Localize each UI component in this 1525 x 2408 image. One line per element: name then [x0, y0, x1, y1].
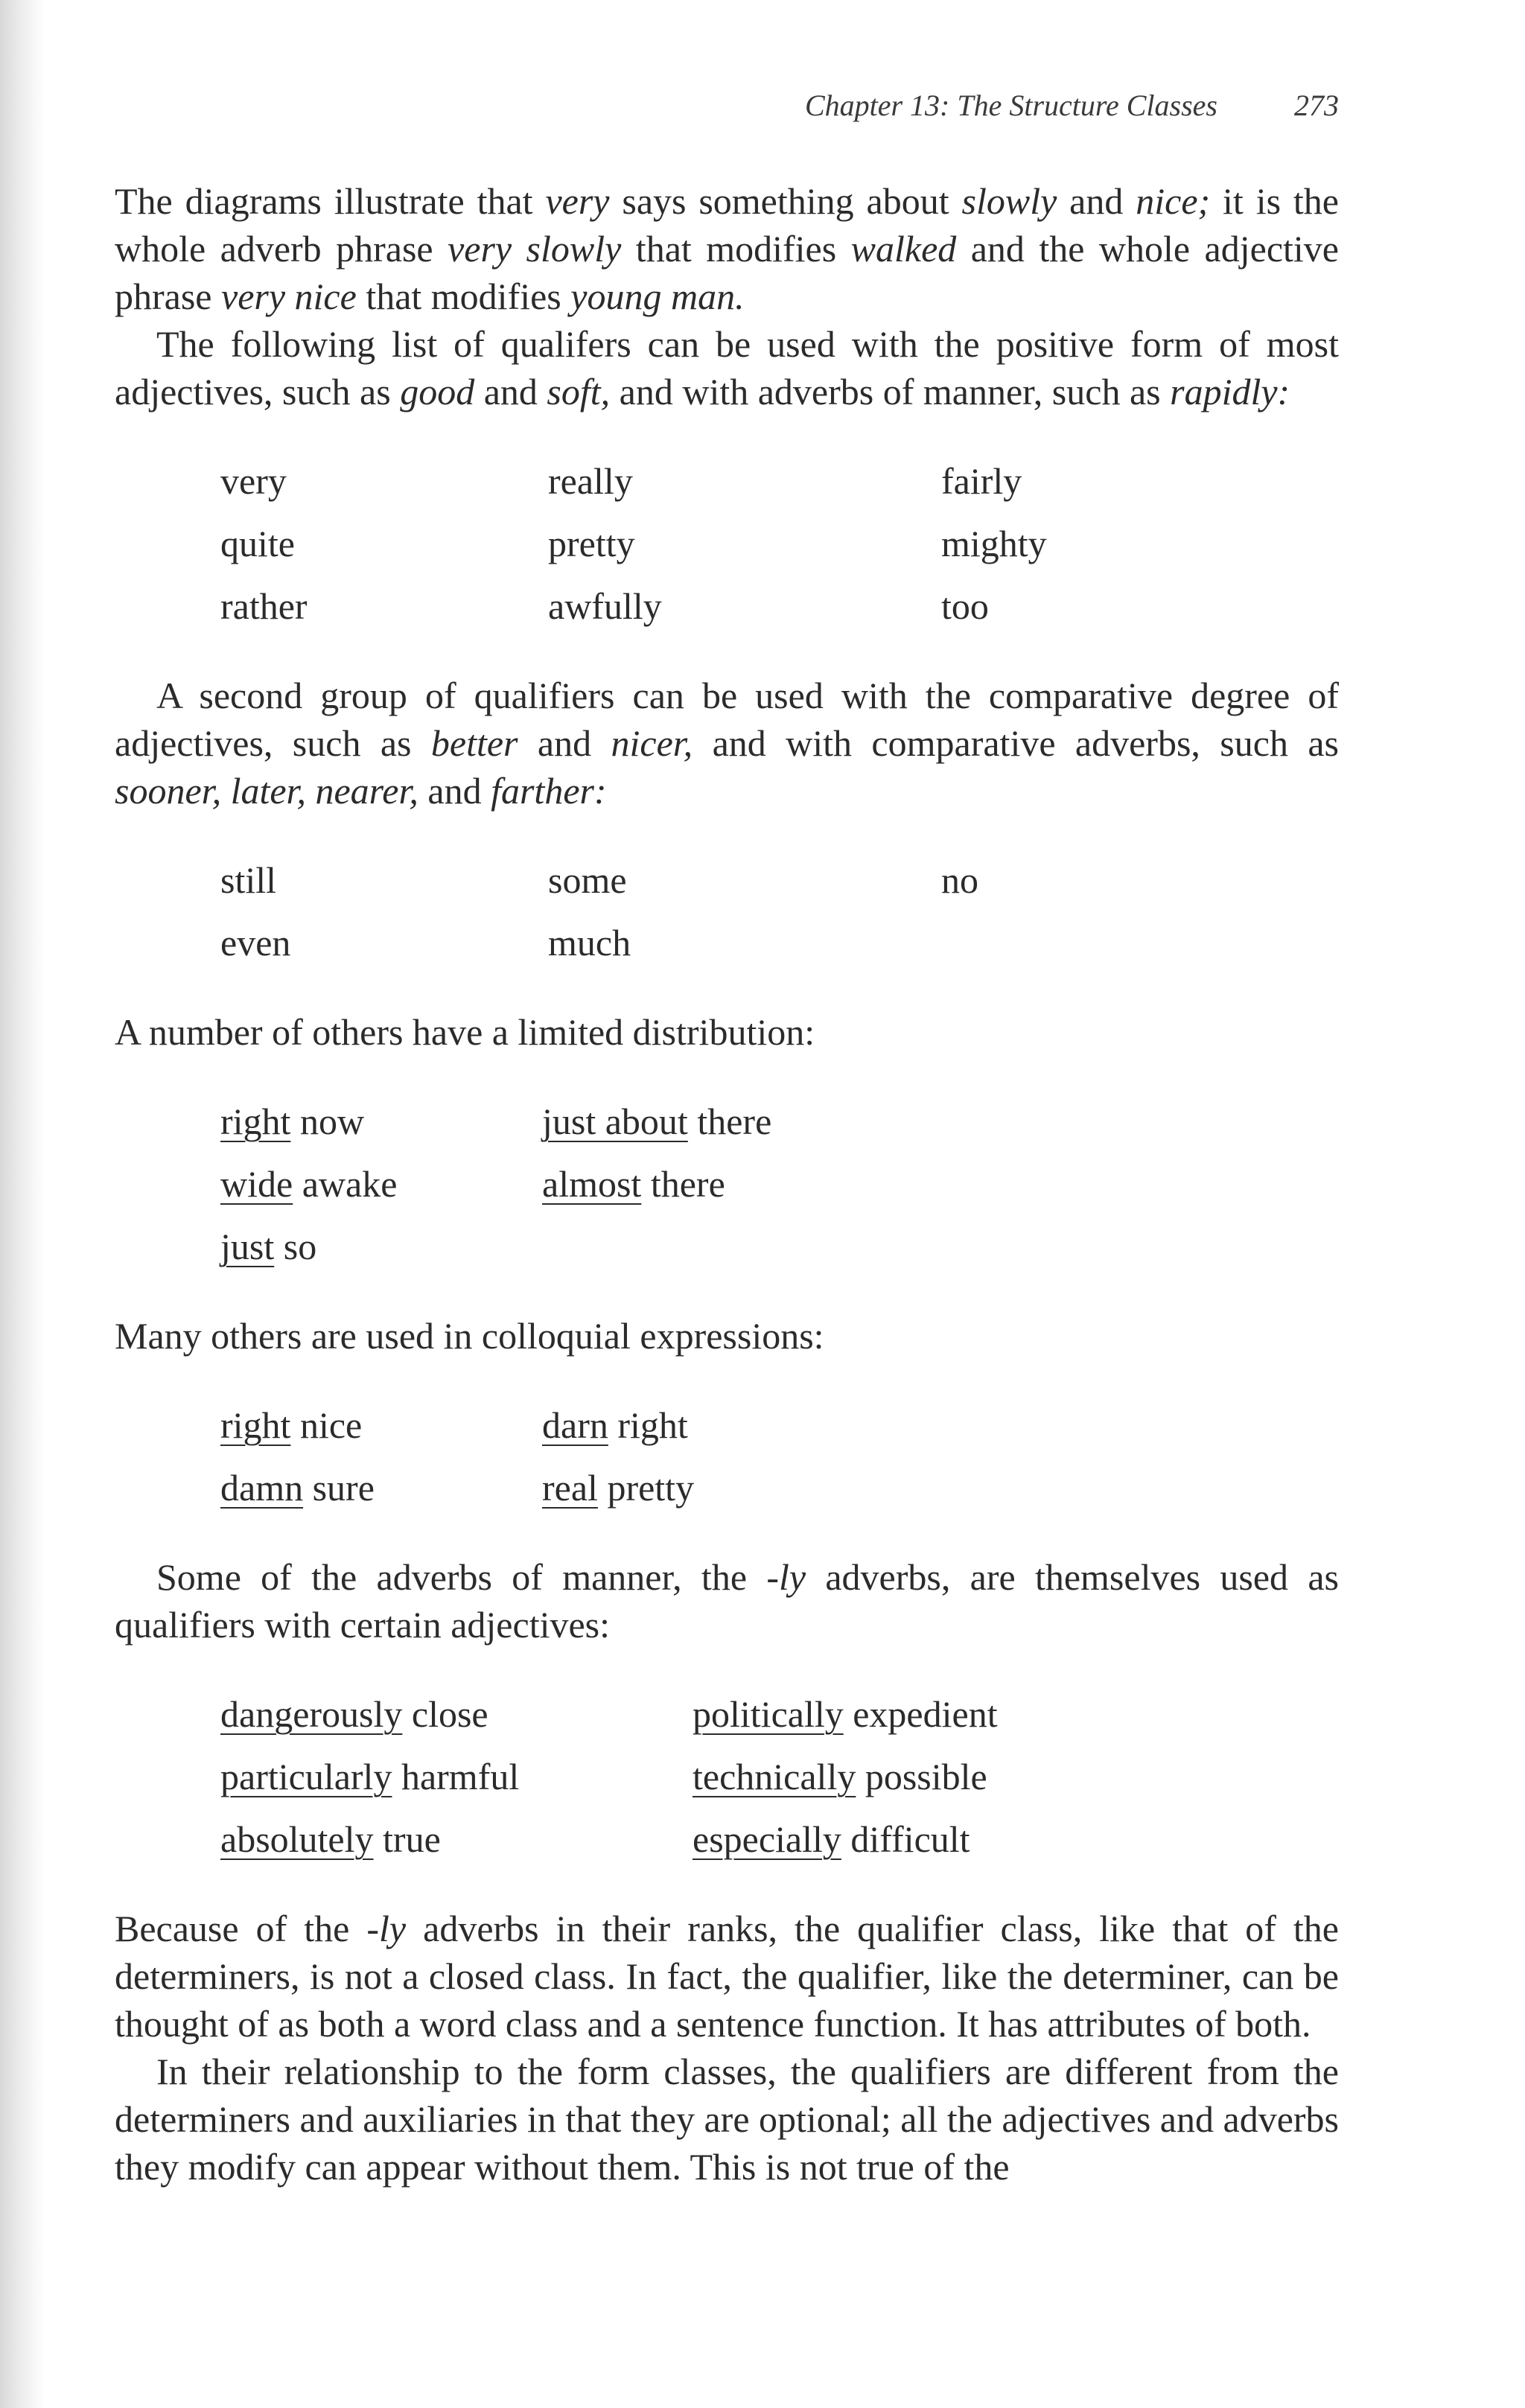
qualifier-list-ly-adverbs [220, 1683, 1339, 1870]
qualifier-list-positive [220, 450, 1339, 637]
list-item: darn right [542, 1404, 688, 1446]
chapter-title: Chapter 13: The Structure Classes [804, 89, 1217, 122]
list-item: rather [220, 585, 308, 627]
list-item: politically expedient [693, 1693, 998, 1735]
list-item: awfully [548, 585, 662, 627]
list-item: right nice [220, 1404, 363, 1446]
list-item: particularly harmful [220, 1756, 520, 1797]
list-item: technically possible [693, 1756, 987, 1797]
list-item: even [220, 922, 291, 963]
list-item: very [220, 460, 287, 502]
list-item: pretty [548, 523, 635, 564]
list-item: quite [220, 523, 295, 564]
list-item: much [548, 922, 631, 963]
list-item: damn sure [220, 1467, 375, 1509]
page-number: 273 [1294, 89, 1339, 122]
paragraph-7: Because of the -ly adverbs in their ranks, the qualifier class, like that of the determiners, is not a closed class. In fact, the qualifier, like the determiner, can be thought of as both a word class and a sentence function. It has attributes of both. [115, 1908, 1340, 2045]
list-item: no [941, 859, 978, 901]
paragraph-1: The diagrams illustrate that very says something about slowly and nice; it is the whole adverb phrase very slowly that modifies walked and the whole adjective phrase very nice that modifies young man. [115, 180, 1340, 317]
list-item: wide awake [220, 1163, 398, 1205]
list-item: real pretty [542, 1467, 695, 1509]
qualifier-list-colloquial [220, 1394, 1339, 1519]
body-text [115, 177, 1339, 2191]
list-item: too [941, 585, 989, 627]
list-item: dangerously close [220, 1693, 488, 1735]
list-item: still [220, 859, 277, 901]
paragraph-5: Many others are used in colloquial expressions: [115, 1315, 824, 1357]
list-item: really [548, 460, 633, 502]
list-item: some [548, 859, 627, 901]
paragraph-8: In their relationship to the form classes, the qualifiers are different from the determiners and auxiliaries in that they are optional; all the adjectives and adverbs they modify can appear without them. This is not true of the [115, 2051, 1339, 2188]
list-item: absolutely true [220, 1818, 441, 1860]
list-item: just so [220, 1226, 317, 1267]
list-item: right now [220, 1101, 365, 1142]
page-gutter-shadow [0, 0, 45, 2408]
paragraph-3: A second group of qualifiers can be used with the comparative degree of adjectives, such as better and nicer, and with comparative adverbs, such as sooner, later, nearer, and farther: [115, 675, 1339, 812]
paragraph-2: The following list of qualifers can be used with the positive form of most adjectives, such as good and soft, and with adverbs of manner, such as rapidly: [115, 323, 1339, 413]
paragraph-4: A number of others have a limited distribution: [115, 1011, 815, 1053]
list-item: just about there [542, 1101, 772, 1142]
qualifier-list-comparative [220, 849, 1339, 974]
list-item: especially difficult [693, 1818, 970, 1860]
list-item: fairly [941, 460, 1022, 502]
paragraph-6: Some of the adverbs of manner, the -ly adverbs, are themselves used as qualifiers with certain adjectives: [115, 1556, 1339, 1646]
list-item: almost there [542, 1163, 725, 1205]
list-item: mighty [941, 523, 1047, 564]
qualifier-list-limited [220, 1090, 1339, 1278]
